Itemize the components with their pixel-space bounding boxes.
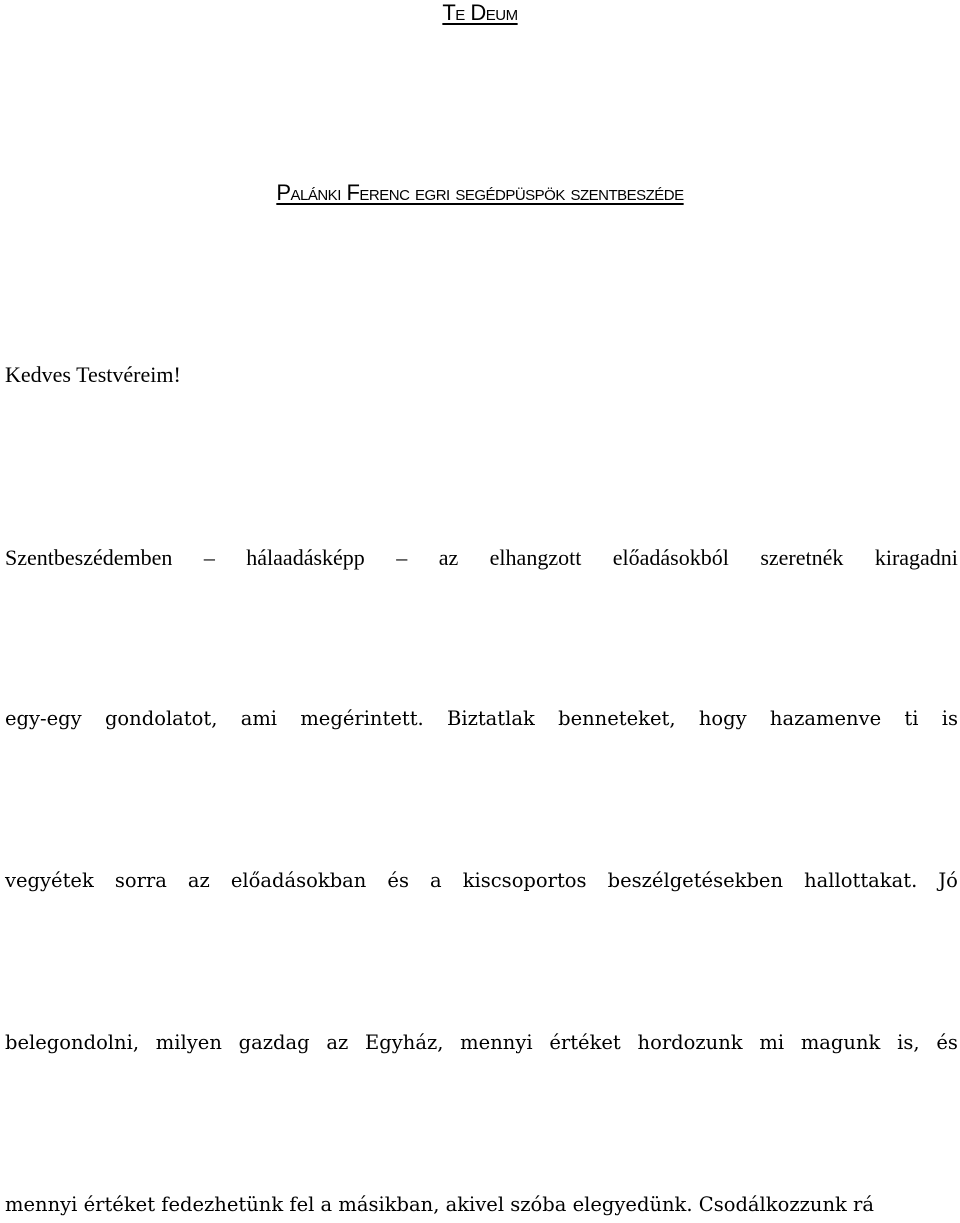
word: az [438, 545, 459, 570]
word: és [387, 869, 409, 892]
word: és [936, 1031, 958, 1054]
paragraph-line-1 [5, 545, 958, 571]
word: sorra [114, 869, 167, 892]
paragraph-line-4 [5, 1031, 958, 1054]
word: a [430, 869, 442, 892]
word: is, [897, 1031, 920, 1054]
word: belegondolni, [5, 1031, 140, 1054]
word: vegyétek [5, 869, 94, 892]
word: beszélgetésekben [607, 869, 784, 892]
word: benneteket, [558, 707, 676, 730]
word: magunk [800, 1031, 881, 1054]
word: ti [904, 707, 919, 730]
word: is [941, 707, 958, 730]
word: egy-egy [5, 707, 82, 730]
word: előadásokban [230, 869, 367, 892]
word: gazdag [238, 1031, 310, 1054]
word: szeretnék [760, 545, 844, 570]
word: Biztatlak [447, 707, 535, 730]
paragraph-line-2 [5, 707, 958, 730]
word: mennyi [460, 1031, 533, 1054]
word: Egyház, [365, 1031, 444, 1054]
paragraph-line-3 [5, 869, 958, 892]
word: ami [240, 707, 278, 730]
document-title: Te Deum [442, 0, 518, 25]
word: – [396, 545, 408, 570]
word: – [203, 545, 215, 570]
word: kiragadni [874, 545, 958, 570]
greeting-line: Kedves Testvéreim! [5, 362, 181, 387]
word: az [187, 869, 210, 892]
word: hordozunk [637, 1031, 743, 1054]
word: az [326, 1031, 349, 1054]
word: elhangzott [489, 545, 582, 570]
word: hallottakat. [804, 869, 918, 892]
document-subtitle: Palánki Ferenc egri segédpüspök szentbeszéde [276, 180, 684, 205]
word: hazamenve [769, 707, 882, 730]
word: mi [759, 1031, 785, 1054]
word: előadásokból [612, 545, 729, 570]
word: gondolatot, [104, 707, 218, 730]
word: Jó [938, 869, 958, 892]
word: kiscsoportos [462, 869, 587, 892]
word: hogy [698, 707, 747, 730]
word: értéket [549, 1031, 621, 1054]
word: Szentbeszédemben [5, 545, 173, 570]
word: milyen [155, 1031, 222, 1054]
word: hálaadásképp [246, 545, 365, 570]
word: megérintett. [300, 707, 424, 730]
paragraph-line-5: mennyi értéket fedezhetünk fel a másikban, akivel szóba elegyedünk. Csodálkozzunk rá [5, 1193, 874, 1216]
